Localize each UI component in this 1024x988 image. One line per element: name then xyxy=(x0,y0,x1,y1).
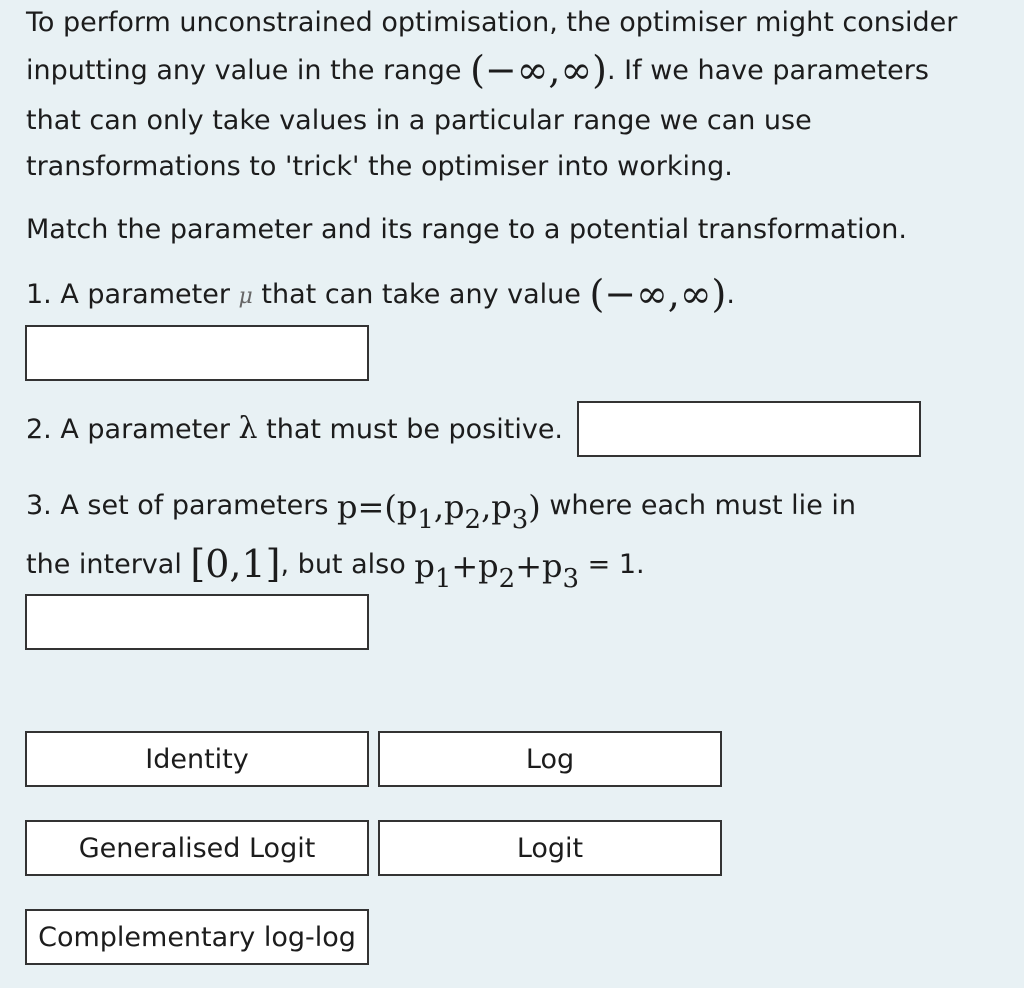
option-generalised-logit[interactable]: Generalised Logit xyxy=(25,820,369,876)
answer-drop-zone-1[interactable] xyxy=(25,325,369,381)
option-identity[interactable]: Identity xyxy=(25,731,369,787)
sum-math: $p_1+p_2+p_3$ xyxy=(414,547,580,594)
question-3-line-1: 3. A set of parameters $p=(p_1,p_2,p_3)$ where each must lie in xyxy=(26,488,856,535)
mu-symbol: μ xyxy=(238,284,253,309)
question-2-text: 2. A parameter λ that must be positive. xyxy=(26,411,564,446)
option-complementary-log-log[interactable]: Complementary log-log xyxy=(25,909,369,965)
range-math: (−∞,∞) xyxy=(470,48,607,92)
intro-line-2: inputting any value in the range (−∞,∞). If we have parameters xyxy=(26,48,929,92)
option-logit[interactable]: Logit xyxy=(378,820,722,876)
question-3-line-2: the interval [0,1], but also $p_1+p_2+p_3 = 1$. xyxy=(26,542,645,594)
interval-math: [0,1] xyxy=(190,542,281,586)
instruction-text: Match the parameter and its range to a potential transformation. xyxy=(26,214,907,245)
intro-line-4: transformations to 'trick' the optimiser into working. xyxy=(26,151,733,182)
q1-range-math: (−∞,∞) xyxy=(589,272,727,316)
p-vector-math: $p=(p_1,p_2,p_3)$ xyxy=(337,488,541,535)
answer-drop-zone-2[interactable] xyxy=(577,401,921,457)
lambda-symbol: λ xyxy=(238,411,258,446)
intro-line-1: To perform unconstrained optimisation, the optimiser might consider xyxy=(26,7,958,38)
answer-drop-zone-3[interactable] xyxy=(25,594,369,650)
question-1-text: 1. A parameter μ that can take any value (−∞,∞). xyxy=(26,272,735,316)
option-log[interactable]: Log xyxy=(378,731,722,787)
intro-line-3: that can only take values in a particular range we can use xyxy=(26,105,812,136)
